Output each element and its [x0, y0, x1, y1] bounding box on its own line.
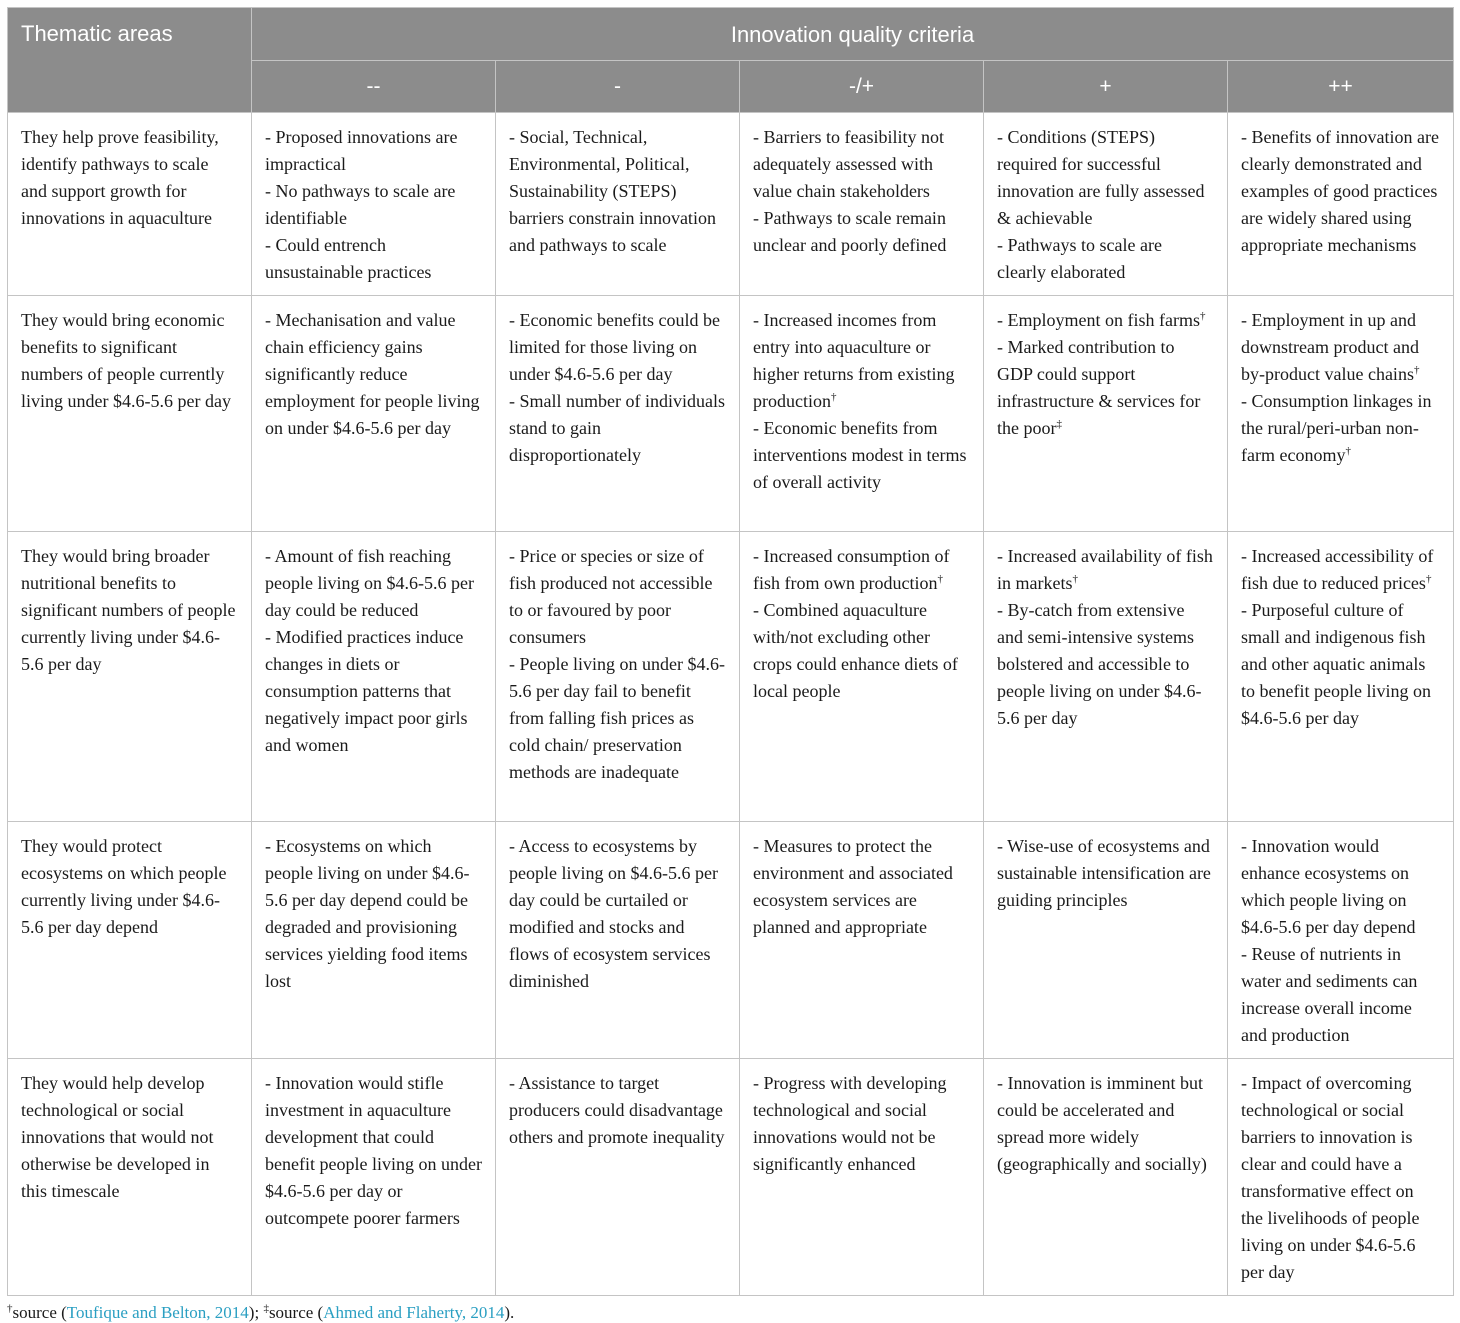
criteria-item	[1241, 597, 1440, 732]
criteria-item	[509, 388, 726, 469]
criteria-item	[753, 205, 970, 259]
criteria-cell-positive	[984, 822, 1228, 1059]
criteria-cell-positive	[984, 296, 1228, 532]
criteria-item-text: - Economic benefits could be limited for those living on under $4.6-5.6 per day	[509, 310, 720, 384]
thematic-area-cell	[8, 1059, 252, 1296]
criteria-item	[265, 624, 482, 759]
criteria-item	[1241, 543, 1440, 597]
criteria-item-text: - Price or species or size of fish produced not accessible to or favoured by poor consumers	[509, 546, 713, 647]
level-header-very-positive: ++	[1228, 61, 1454, 113]
criteria-cell-negative	[496, 1059, 740, 1296]
thematic-area-text: They would protect ecosystems on which people currently living under $4.6-5.6 per day depend	[21, 836, 227, 937]
criteria-item-text: - No pathways to scale are identifiable	[265, 181, 456, 228]
criteria-item	[997, 833, 1214, 914]
criteria-item-text: - Barriers to feasibility not adequately assessed with value chain stakeholders	[753, 127, 944, 201]
criteria-item-text: - Increased incomes from entry into aquaculture or higher returns from existing production	[753, 310, 955, 411]
criteria-item	[997, 1070, 1214, 1178]
criteria-item	[1241, 388, 1440, 469]
criteria-item-text: - Assistance to target producers could disadvantage others and promote inequality	[509, 1073, 725, 1147]
source-marker: †	[1425, 573, 1432, 585]
criteria-item	[265, 1070, 482, 1232]
criteria-item	[1241, 307, 1440, 388]
criteria-item	[753, 124, 970, 205]
criteria-item-text: - Purposeful culture of small and indigenous fish and other aquatic animals to benefit people living on $4.6-5.6 per day	[1241, 600, 1431, 728]
criteria-item-text: - Employment on fish farms	[997, 310, 1200, 330]
criteria-item-text: - Social, Technical, Environmental, Political, Sustainability (STEPS) barriers constrain innovation and pathways to scale	[509, 127, 716, 255]
footnote-dagger: †	[7, 1302, 13, 1315]
criteria-item-text: - Combined aquaculture with/not excluding other crops could enhance diets of local people	[753, 600, 958, 701]
footnote-end: ).	[504, 1303, 515, 1322]
footnote-label-1: source (	[12, 1303, 67, 1322]
criteria-item	[753, 1070, 970, 1178]
criteria-item	[509, 1070, 726, 1151]
criteria-item	[1241, 1070, 1440, 1286]
footnote-ref-toufique[interactable]: Toufique and Belton, 2014	[66, 1303, 249, 1322]
criteria-cell-very-negative	[252, 1059, 496, 1296]
criteria-item	[265, 124, 482, 178]
criteria-item	[997, 124, 1214, 232]
criteria-cell-negative	[496, 296, 740, 532]
criteria-cell-neutral	[740, 532, 984, 822]
criteria-item	[265, 178, 482, 232]
criteria-item-text: - Progress with developing technological and social innovations would not be significantly enhanced	[753, 1073, 947, 1174]
criteria-item	[997, 232, 1214, 286]
source-marker: †	[1345, 445, 1351, 457]
criteria-item	[753, 543, 970, 597]
thematic-area-cell	[8, 822, 252, 1059]
criteria-item	[265, 833, 482, 995]
innovation-criteria-table	[7, 7, 1454, 1296]
criteria-cell-very-negative	[252, 532, 496, 822]
criteria-cell-negative	[496, 532, 740, 822]
criteria-cell-very-negative	[252, 113, 496, 296]
table-figure	[7, 7, 1453, 1323]
criteria-item	[509, 124, 726, 259]
criteria-cell-very-negative	[252, 296, 496, 532]
criteria-cell-very-positive	[1228, 532, 1454, 822]
criteria-item-text: - Employment in up and downstream product and by-product value chains	[1241, 310, 1419, 384]
criteria-item-text: - Impact of overcoming technological or social barriers to innovation is clear and could have a transformative effect on the livelihoods of people living on under $4.6-5.6 per day	[1241, 1073, 1420, 1282]
criteria-item-text: - Economic benefits from interventions modest in terms of overall activity	[753, 418, 967, 492]
source-marker: †	[937, 573, 943, 585]
criteria-item-text: - Benefits of innovation are clearly demonstrated and examples of good practices are widely shared using appropriate mechanisms	[1241, 127, 1439, 255]
criteria-item	[753, 307, 970, 415]
criteria-item-text: - Mechanisation and value chain efficiency gains significantly reduce employment for people living on under $4.6-5.6 per day	[265, 310, 480, 438]
criteria-item	[997, 334, 1214, 442]
criteria-item-text: - Pathways to scale remain unclear and poorly defined	[753, 208, 947, 255]
table-body	[8, 113, 1454, 1296]
table-row	[8, 296, 1454, 532]
criteria-cell-very-positive	[1228, 296, 1454, 532]
thematic-area-text: They would bring economic benefits to significant numbers of people currently living under $4.6-5.6 per day	[21, 310, 231, 411]
level-header-positive: +	[984, 61, 1228, 113]
criteria-item-text: - Increased consumption of fish from own production	[753, 546, 950, 593]
criteria-item	[753, 415, 970, 496]
thematic-area-cell	[8, 296, 252, 532]
footnote-ref-ahmed[interactable]: Ahmed and Flaherty, 2014	[323, 1303, 505, 1322]
criteria-item	[509, 651, 726, 786]
source-marker: †	[831, 391, 837, 403]
criteria-item	[265, 543, 482, 624]
criteria-item	[509, 543, 726, 651]
criteria-item	[753, 833, 970, 941]
source-marker: ‡	[1056, 418, 1062, 430]
criteria-item-text: - Innovation would stifle investment in aquaculture development that could benefit people living on under $4.6-5.6 per day or outcompete poorer farmers	[265, 1073, 482, 1228]
criteria-item-text: - Ecosystems on which people living on under $4.6-5.6 per day depend could be degraded and provisioning services yielding food items lost	[265, 836, 470, 991]
source-marker: †	[1413, 364, 1420, 376]
criteria-item-text: - Increased accessibility of fish due to reduced prices	[1241, 546, 1434, 593]
thematic-areas-header: Thematic areas	[8, 8, 252, 113]
criteria-item-text: - Small number of individuals stand to gain disproportionately	[509, 391, 725, 465]
criteria-cell-very-positive	[1228, 113, 1454, 296]
level-header-very-negative: --	[252, 61, 496, 113]
criteria-cell-negative	[496, 822, 740, 1059]
criteria-item-text: - Innovation would enhance ecosystems on which people living on $4.6-5.6 per day depend	[1241, 836, 1416, 937]
criteria-item-text: - Amount of fish reaching people living on $4.6-5.6 per day could be reduced	[265, 546, 474, 620]
criteria-cell-very-positive	[1228, 1059, 1454, 1296]
criteria-cell-neutral	[740, 822, 984, 1059]
criteria-item	[509, 307, 726, 388]
footnote-double-dagger: ‡	[263, 1302, 269, 1315]
criteria-item-text: - People living on under $4.6-5.6 per day fail to benefit from falling fish prices as cold chain/ preservation methods are inadequate	[509, 654, 725, 782]
criteria-cell-positive	[984, 1059, 1228, 1296]
thematic-area-text: They would help develop technological or social innovations that would not otherwise be developed in this timescale	[21, 1073, 214, 1201]
criteria-item-text: - Modified practices induce changes in diets or consumption patterns that negatively impact poor girls and women	[265, 627, 468, 755]
source-marker: †	[1072, 573, 1078, 585]
criteria-item	[265, 307, 482, 442]
criteria-item-text: - Increased availability of fish in markets	[997, 546, 1213, 593]
footnote-separator: );	[248, 1303, 264, 1322]
thematic-area-cell	[8, 532, 252, 822]
criteria-item-text: - Innovation is imminent but could be accelerated and spread more widely (geographically and socially)	[997, 1073, 1207, 1174]
criteria-cell-negative	[496, 113, 740, 296]
criteria-cell-positive	[984, 532, 1228, 822]
level-header-negative: -	[496, 61, 740, 113]
criteria-item-text: - Access to ecosystems by people living on $4.6-5.6 per day could be curtailed or modified and stocks and flows of ecosystem services diminished	[509, 836, 718, 991]
criteria-item-text: - Pathways to scale are clearly elaborated	[997, 235, 1162, 282]
source-marker: †	[1199, 310, 1206, 322]
footnote-label-2: source (	[268, 1303, 324, 1322]
criteria-item	[265, 232, 482, 286]
criteria-item-text: - Marked contribution to GDP could support infrastructure & services for the poor	[997, 337, 1201, 438]
criteria-item	[509, 833, 726, 995]
table-footnote	[7, 1303, 1453, 1323]
criteria-item-text: - Measures to protect the environment and associated ecosystem services are planned and appropriate	[753, 836, 953, 937]
criteria-item-text: - Could entrench unsustainable practices	[265, 235, 432, 282]
criteria-cell-neutral	[740, 296, 984, 532]
table-row	[8, 532, 1454, 822]
criteria-cell-neutral	[740, 1059, 984, 1296]
thematic-area-text: They would bring broader nutritional benefits to significant numbers of people currently living under $4.6-5.6 per day	[21, 546, 236, 674]
criteria-item	[997, 597, 1214, 732]
criteria-item	[997, 543, 1214, 597]
criteria-item	[753, 597, 970, 705]
criteria-cell-very-positive	[1228, 822, 1454, 1059]
criteria-item	[1241, 124, 1440, 259]
table-row	[8, 113, 1454, 296]
criteria-item-text: - Consumption linkages in the rural/peri-urban non-farm economy	[1241, 391, 1432, 465]
criteria-item	[1241, 941, 1440, 1049]
table-row	[8, 822, 1454, 1059]
innovation-criteria-header: Innovation quality criteria	[252, 8, 1454, 61]
criteria-cell-positive	[984, 113, 1228, 296]
criteria-item-text: - Reuse of nutrients in water and sediments can increase overall income and production	[1241, 944, 1418, 1045]
criteria-item	[1241, 833, 1440, 941]
criteria-item-text: - Proposed innovations are impractical	[265, 127, 458, 174]
criteria-cell-neutral	[740, 113, 984, 296]
criteria-item	[997, 307, 1214, 334]
criteria-cell-very-negative	[252, 822, 496, 1059]
thematic-area-text: They help prove feasibility, identify pathways to scale and support growth for innovations in aquaculture	[21, 127, 219, 228]
table-row	[8, 1059, 1454, 1296]
criteria-item-text: - Conditions (STEPS) required for successful innovation are fully assessed & achievable	[997, 127, 1205, 228]
criteria-item-text: - By-catch from extensive and semi-intensive systems bolstered and accessible to people living on under $4.6-5.6 per day	[997, 600, 1202, 728]
thematic-area-cell	[8, 113, 252, 296]
criteria-item-text: - Wise-use of ecosystems and sustainable intensification are guiding principles	[997, 836, 1211, 910]
level-header-neutral: -/+	[740, 61, 984, 113]
